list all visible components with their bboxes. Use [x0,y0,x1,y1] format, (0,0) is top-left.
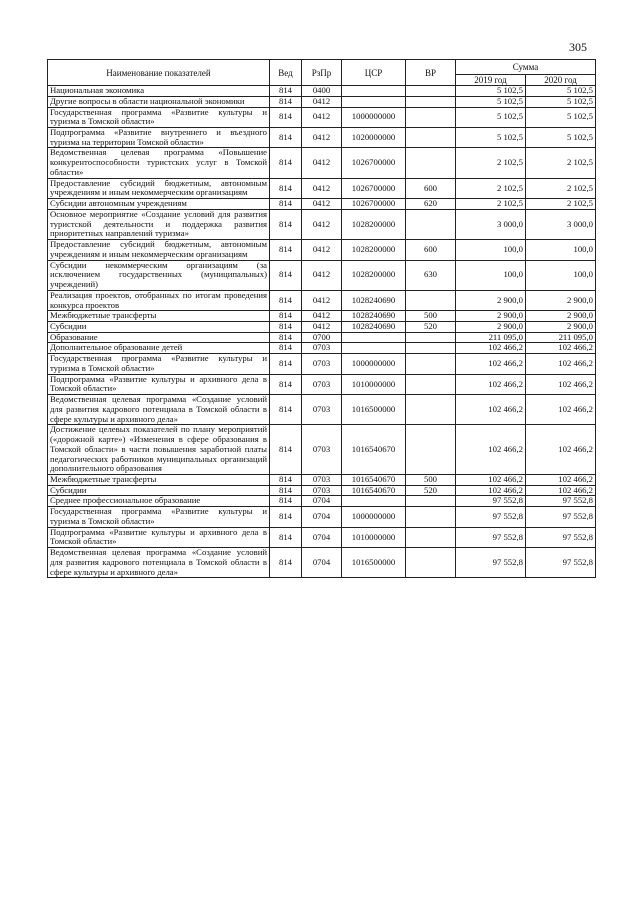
cell-vr: 500 [406,474,456,485]
cell-vr [406,395,456,425]
cell-vr [406,496,456,507]
cell-csr: 1028240690 [342,321,406,332]
table-row [48,321,596,332]
cell-ved: 814 [270,548,302,578]
cell-ved: 814 [270,527,302,547]
cell-ved: 814 [270,107,302,127]
cell-amount-2019: 211 095,0 [456,332,526,343]
cell-ved: 814 [270,332,302,343]
cell-rzpr: 0412 [302,240,342,260]
cell-csr: 1026700000 [342,178,406,198]
table-row [48,260,596,290]
cell-csr: 1028240690 [342,311,406,322]
cell-amount-2020: 2 102,5 [526,148,596,178]
cell-amount-2019: 102 466,2 [456,395,526,425]
table-row [48,240,596,260]
cell-rzpr: 0703 [302,425,342,475]
cell-amount-2020: 97 552,8 [526,507,596,527]
cell-vr: 520 [406,321,456,332]
cell-ved: 814 [270,240,302,260]
cell-vr [406,425,456,475]
cell-name: Субсидии некоммерческим организациям (за исключением государственных (муниципальных) учреждений) [48,260,270,290]
cell-vr [406,290,456,310]
cell-rzpr: 0703 [302,474,342,485]
cell-csr: 1016540670 [342,425,406,475]
cell-ved: 814 [270,86,302,97]
cell-amount-2019: 97 552,8 [456,548,526,578]
cell-amount-2020: 97 552,8 [526,548,596,578]
cell-name: Подпрограмма «Развитие внутреннего и въездного туризма на территории Томской области» [48,128,270,148]
cell-vr [406,96,456,107]
cell-amount-2020: 97 552,8 [526,527,596,547]
cell-name: Субсидии [48,321,270,332]
cell-csr: 1016500000 [342,395,406,425]
table-row [48,290,596,310]
cell-vr: 600 [406,178,456,198]
cell-vr [406,343,456,354]
cell-csr: 1016540670 [342,485,406,496]
cell-name: Предоставление субсидий бюджетным, автономным учреждениям и иным некоммерческим организациям [48,240,270,260]
cell-ved: 814 [270,425,302,475]
cell-csr: 1010000000 [342,374,406,394]
header-name: Наименование показателей [48,60,270,86]
cell-csr [342,86,406,97]
cell-rzpr: 0704 [302,507,342,527]
cell-csr [342,332,406,343]
cell-rzpr: 0412 [302,96,342,107]
cell-amount-2020: 2 900,0 [526,290,596,310]
table-row [48,199,596,210]
cell-amount-2020: 211 095,0 [526,332,596,343]
table-row [48,178,596,198]
cell-name: Ведомственная целевая программа «Создание условий для развития кадрового потенциала в Томской области в сфере культуры и архивного дела» [48,548,270,578]
cell-name: Национальная экономика [48,86,270,97]
cell-csr: 1020000000 [342,128,406,148]
cell-amount-2020: 102 466,2 [526,474,596,485]
cell-csr: 1000000000 [342,507,406,527]
cell-csr [342,343,406,354]
cell-amount-2020: 102 466,2 [526,354,596,374]
cell-amount-2020: 102 466,2 [526,343,596,354]
cell-vr [406,527,456,547]
cell-name: Государственная программа «Развитие культуры и туризма в Томской области» [48,507,270,527]
cell-amount-2020: 2 900,0 [526,321,596,332]
cell-name: Государственная программа «Развитие культуры и туризма в Томской области» [48,107,270,127]
cell-amount-2019: 5 102,5 [456,107,526,127]
table-row [48,148,596,178]
table-row [48,332,596,343]
cell-amount-2020: 102 466,2 [526,395,596,425]
table-row [48,474,596,485]
cell-name: Другие вопросы в области национальной экономики [48,96,270,107]
cell-csr [342,96,406,107]
cell-csr: 1016540670 [342,474,406,485]
cell-rzpr: 0703 [302,343,342,354]
cell-ved: 814 [270,374,302,394]
cell-ved: 814 [270,395,302,425]
cell-amount-2019: 2 900,0 [456,321,526,332]
cell-ved: 814 [270,128,302,148]
cell-rzpr: 0703 [302,395,342,425]
header-ved: Вед [270,60,302,86]
cell-amount-2019: 100,0 [456,240,526,260]
cell-amount-2019: 97 552,8 [456,527,526,547]
cell-rzpr: 0704 [302,548,342,578]
page-number: 305 [569,40,587,54]
cell-vr [406,354,456,374]
cell-amount-2019: 2 900,0 [456,290,526,310]
cell-amount-2020: 100,0 [526,240,596,260]
cell-name: Подпрограмма «Развитие культуры и архивного дела в Томской области» [48,527,270,547]
cell-name: Среднее профессиональное образование [48,496,270,507]
cell-csr [342,496,406,507]
cell-ved: 814 [270,199,302,210]
cell-vr [406,374,456,394]
cell-rzpr: 0412 [302,148,342,178]
cell-ved: 814 [270,209,302,239]
cell-csr: 1010000000 [342,527,406,547]
cell-name: Субсидии автономным учреждениям [48,199,270,210]
cell-name: Образование [48,332,270,343]
cell-rzpr: 0704 [302,527,342,547]
cell-name: Предоставление субсидий бюджетным, автономным учреждениям и иным некоммерческим организациям [48,178,270,198]
cell-csr: 1000000000 [342,107,406,127]
cell-amount-2019: 2 102,5 [456,178,526,198]
cell-ved: 814 [270,343,302,354]
table-row [48,496,596,507]
cell-amount-2019: 97 552,8 [456,507,526,527]
cell-amount-2019: 102 466,2 [456,343,526,354]
cell-rzpr: 0412 [302,290,342,310]
cell-amount-2019: 100,0 [456,260,526,290]
cell-ved: 814 [270,321,302,332]
cell-amount-2020: 102 466,2 [526,425,596,475]
cell-amount-2020: 102 466,2 [526,374,596,394]
table-row [48,374,596,394]
table-row [48,86,596,97]
cell-amount-2019: 2 102,5 [456,148,526,178]
cell-rzpr: 0412 [302,178,342,198]
cell-ved: 814 [270,311,302,322]
budget-table [47,59,596,578]
cell-amount-2019: 102 466,2 [456,474,526,485]
cell-amount-2019: 102 466,2 [456,354,526,374]
table-row [48,354,596,374]
cell-amount-2020: 5 102,5 [526,107,596,127]
cell-vr: 620 [406,199,456,210]
table-row [48,96,596,107]
cell-vr: 630 [406,260,456,290]
cell-csr: 1026700000 [342,148,406,178]
cell-csr: 1016500000 [342,548,406,578]
cell-rzpr: 0400 [302,86,342,97]
cell-csr: 1028200000 [342,260,406,290]
cell-rzpr: 0703 [302,374,342,394]
cell-name: Дополнительное образование детей [48,343,270,354]
cell-vr [406,548,456,578]
cell-ved: 814 [270,290,302,310]
cell-vr [406,128,456,148]
cell-amount-2019: 102 466,2 [456,425,526,475]
cell-ved: 814 [270,507,302,527]
cell-name: Основное мероприятие «Создание условий для развития туристской деятельности и поддержка развития приоритетных направлений туризма» [48,209,270,239]
cell-ved: 814 [270,96,302,107]
cell-rzpr: 0412 [302,209,342,239]
cell-csr: 1028200000 [342,240,406,260]
cell-amount-2019: 2 102,5 [456,199,526,210]
table-row [48,311,596,322]
header-csr: ЦСР [342,60,406,86]
table-row [48,507,596,527]
cell-amount-2019: 102 466,2 [456,485,526,496]
cell-amount-2019: 3 000,0 [456,209,526,239]
cell-name: Достижение целевых показателей по плану мероприятий («дорожной карте») «Изменения в сфере образования в Томской области» в части повышения заработной платы педагогических работников муниципальных организаций дополнительного образования [48,425,270,475]
cell-ved: 814 [270,148,302,178]
cell-amount-2020: 2 102,5 [526,199,596,210]
cell-vr [406,86,456,97]
table-row [48,343,596,354]
cell-ved: 814 [270,178,302,198]
table-row [48,107,596,127]
cell-name: Ведомственная целевая программа «Создание условий для развития кадрового потенциала в Томской области в сфере культуры и архивного дела» [48,395,270,425]
cell-csr: 1000000000 [342,354,406,374]
cell-ved: 814 [270,485,302,496]
cell-name: Подпрограмма «Развитие культуры и архивного дела в Томской области» [48,374,270,394]
cell-amount-2019: 102 466,2 [456,374,526,394]
header-vr: ВР [406,60,456,86]
header-year-2019: 2019 год [456,75,526,86]
cell-amount-2020: 3 000,0 [526,209,596,239]
cell-vr [406,148,456,178]
cell-ved: 814 [270,474,302,485]
cell-rzpr: 0700 [302,332,342,343]
cell-rzpr: 0412 [302,311,342,322]
table-row [48,209,596,239]
cell-amount-2020: 100,0 [526,260,596,290]
table-row [48,485,596,496]
cell-amount-2020: 2 102,5 [526,178,596,198]
cell-ved: 814 [270,496,302,507]
cell-name: Межбюджетные трансферты [48,311,270,322]
cell-rzpr: 0412 [302,321,342,332]
cell-name: Субсидии [48,485,270,496]
cell-name: Реализация проектов, отобранных по итогам проведения конкурса проектов [48,290,270,310]
cell-csr: 1026700000 [342,199,406,210]
cell-rzpr: 0703 [302,485,342,496]
cell-rzpr: 0703 [302,354,342,374]
table-row [48,425,596,475]
table-header-row [48,60,596,75]
cell-rzpr: 0412 [302,260,342,290]
table-body [48,86,596,578]
header-sum: Сумма [456,60,596,75]
cell-csr: 1028240690 [342,290,406,310]
cell-vr: 520 [406,485,456,496]
cell-amount-2019: 97 552,8 [456,496,526,507]
cell-amount-2020: 97 552,8 [526,496,596,507]
cell-amount-2019: 5 102,5 [456,86,526,97]
cell-vr [406,107,456,127]
cell-vr [406,332,456,343]
cell-ved: 814 [270,260,302,290]
cell-vr: 500 [406,311,456,322]
cell-amount-2020: 5 102,5 [526,96,596,107]
cell-amount-2019: 5 102,5 [456,128,526,148]
cell-amount-2020: 2 900,0 [526,311,596,322]
cell-amount-2019: 2 900,0 [456,311,526,322]
cell-rzpr: 0412 [302,199,342,210]
cell-vr [406,209,456,239]
cell-csr: 1028200000 [342,209,406,239]
cell-amount-2020: 5 102,5 [526,128,596,148]
cell-rzpr: 0412 [302,128,342,148]
cell-amount-2019: 5 102,5 [456,96,526,107]
cell-vr [406,507,456,527]
table-row [48,548,596,578]
cell-amount-2020: 102 466,2 [526,485,596,496]
cell-ved: 814 [270,354,302,374]
cell-rzpr: 0704 [302,496,342,507]
cell-rzpr: 0412 [302,107,342,127]
cell-vr: 600 [406,240,456,260]
cell-name: Межбюджетные трансферты [48,474,270,485]
cell-name: Ведомственная целевая программа «Повышение конкурентоспособности туристских услуг в Томской области» [48,148,270,178]
header-year-2020: 2020 год [526,75,596,86]
table-row [48,527,596,547]
header-rzpr: РзПр [302,60,342,86]
cell-amount-2020: 5 102,5 [526,86,596,97]
table-row [48,128,596,148]
cell-name: Государственная программа «Развитие культуры и туризма в Томской области» [48,354,270,374]
table-row [48,395,596,425]
